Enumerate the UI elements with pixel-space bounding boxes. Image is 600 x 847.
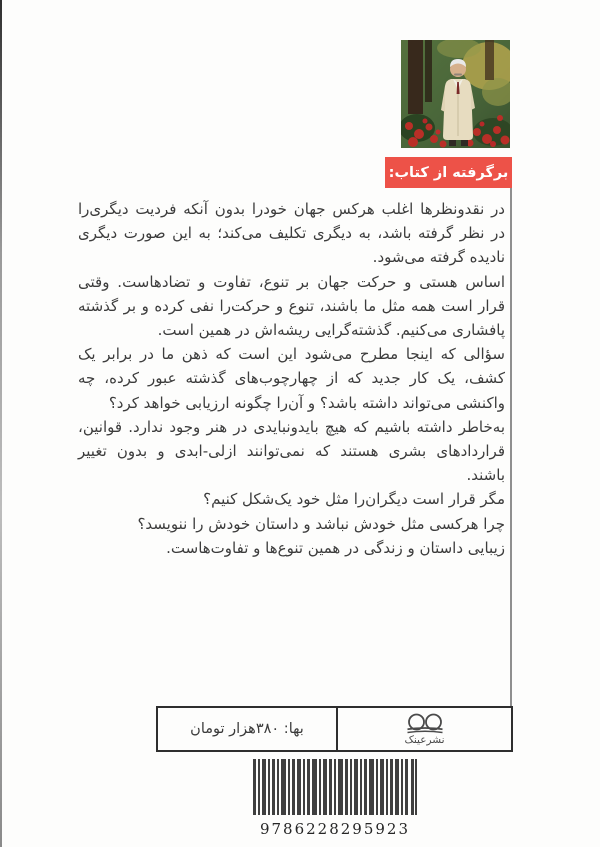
body-paragraph: زیبایی داستان و زندگی در همین تنوع‌ها و تفاوت‌هاست. [166,538,505,557]
publisher-cell [338,708,511,750]
author-photo [401,40,510,148]
publisher-glasses-book-icon [402,713,448,736]
price-cell [158,708,338,750]
body-paragraph: اساس هستی و حرکت جهان بر تنوع، تفاوت و تضادهاست. وقتی قرار است همه مثل ما باشند، تنوع و حرکت‌را نفی کرده و بر گذشته پافشاری می‌کنیم. گذشته‌گرایی ریشه‌اش در همین است. [78,272,505,340]
barcode-number: 9786228295923 [259,820,411,838]
author-photo-illustration [401,40,510,148]
page-left-edge [0,0,2,847]
body-text [78,197,505,560]
price-label: بها: ۳۸۰هزار تومان [190,721,304,737]
body-paragraph: چرا هرکسی مثل خودش نباشد و داستان خودش را ننویسد؟ [137,514,505,533]
barcode [253,759,417,838]
body-paragraph: در نقدونظرها اغلب هرکس جهان خودرا بدون آنکه فردیت دیگری‌را در نظر گرفته باشد، به دیگری تکلیف می‌کند؛ به این صورت دیگری نادیده گرفته می‌شود. [78,200,505,267]
source-banner-label: برگرفته از کتاب: [388,164,509,181]
price-publisher-box [156,706,513,752]
barcode-bars [253,759,417,815]
publisher-name: نشرعینک [404,733,445,746]
body-paragraph: سؤالی که اینجا مطرح می‌شود این است که ذهن ما در برابر یک کشف، یک کار جدید که از چهارچوب‌های گذشته عبور کرده، چه واکنشی می‌تواند داشته باشد؟ و آن‌را چگونه ارزیابی خواهد کرد؟ [78,345,505,412]
body-paragraph: مگر قرار است دیگران‌را مثل خود یک‌شکل کنیم؟ [203,490,505,509]
body-paragraph: به‌خاطر داشته باشیم که هیچ بایدونبایدی در هنر وجود ندارد. قوانین، قراردادهای بشری هستند که نمی‌توانند ازلی-ابدی و بدون تغییر باشند. [78,417,505,485]
margin-rule [510,188,512,706]
source-banner [385,157,512,188]
